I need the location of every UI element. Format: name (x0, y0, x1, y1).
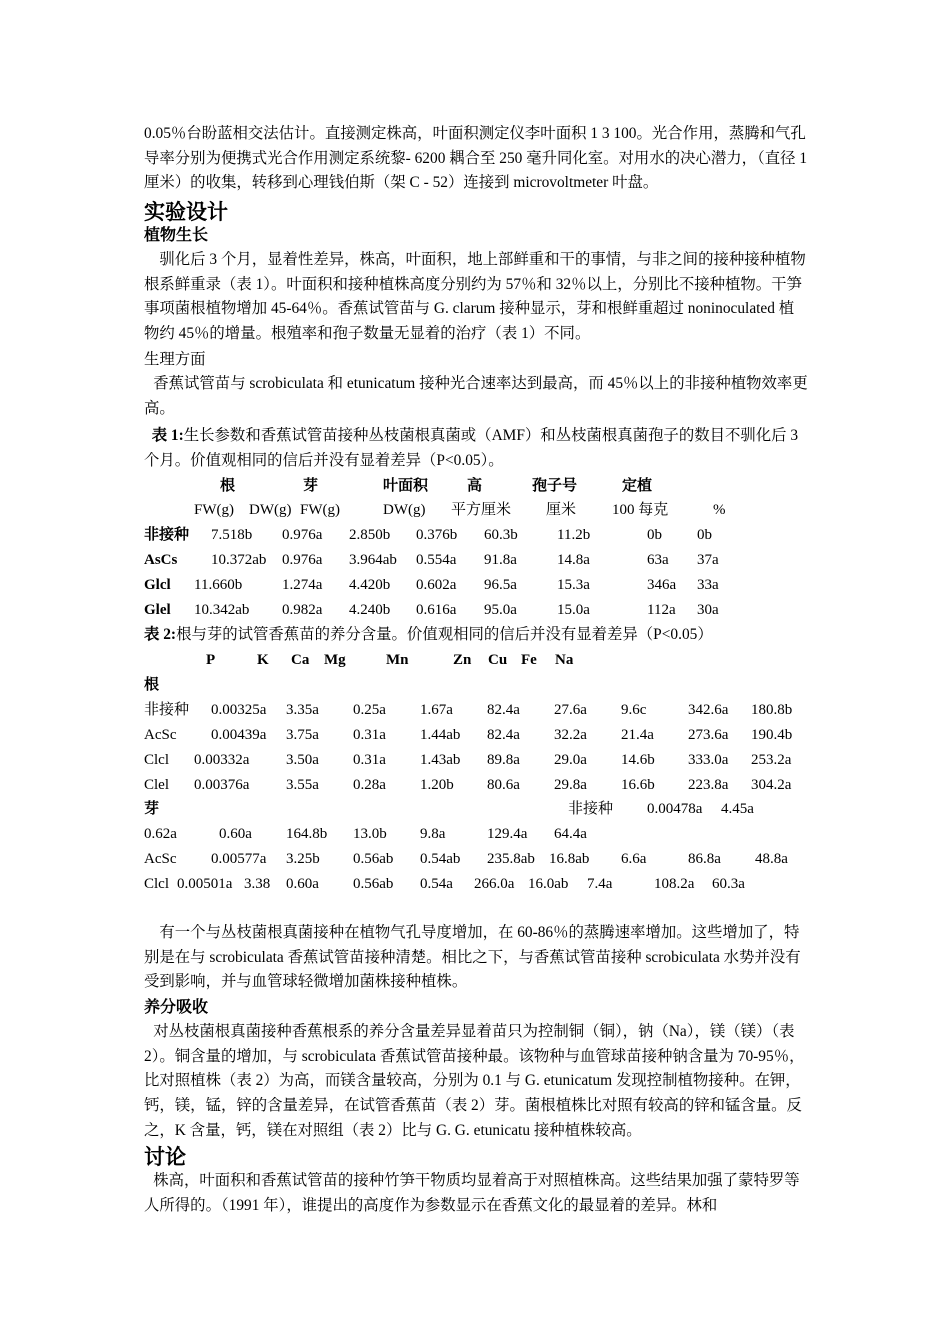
table-cell: 21.4a (621, 727, 654, 743)
table1-unit-cell: FW(g) (300, 502, 340, 518)
table-cell: 95.0a (484, 602, 517, 618)
table-cell: 7.518b (211, 527, 253, 543)
table-cell: 0.28a (353, 777, 386, 793)
table-cell: 0.616a (416, 602, 457, 618)
table-cell: 86.8a (688, 851, 721, 867)
row-label: AcSc (144, 727, 177, 743)
table-cell: 1.67a (420, 702, 453, 718)
table-cell: 14.6b (621, 752, 655, 768)
table-cell: 1.274a (282, 577, 323, 593)
table1-group-header-cell: 高 (467, 478, 483, 494)
row-label: AcSc (144, 851, 177, 867)
table-row (0, 523, 950, 547)
table1-group-header-cell: 孢子号 (532, 478, 578, 494)
table-cell: 27.6a (554, 702, 587, 718)
table1-unit-header (0, 498, 950, 522)
intro-paragraph: 0.05％台盼蓝相交法估计。直接测定株高，叶面积测定仪李叶面积 1 3 100。光合作用，蒸腾和气孔导率分别为便携式光合作用测定系统黎- 6200 耦合至 250 毫升同化室。对用水的决心潜力，（直径 1 厘米）的收集，转移到心理钱伯斯（架 C - 52）连接到 microvoltmeter 叶盘。 (144, 125, 808, 192)
row-label: 非接种 (144, 527, 190, 543)
table2-shoot-section (0, 797, 950, 821)
table-cell: 0.976a (282, 552, 323, 568)
table-cell: 3.75a (286, 727, 319, 743)
table-cell: 33a (697, 577, 719, 593)
table-cell: 32.2a (554, 727, 587, 743)
table-cell: 0.00577a (211, 851, 267, 867)
table-cell: 10.342ab (194, 602, 250, 618)
table-row (0, 847, 950, 871)
table-row (0, 698, 950, 722)
table-cell: 3.35a (286, 702, 319, 718)
table-cell: 15.0a (557, 602, 590, 618)
table-cell: 0.31a (353, 727, 386, 743)
plant-growth-paragraph: 驯化后 3 个月，显着性差异，株高，叶面积，地上部鲜重和干的事情，与非之间的接种接种植物根系鲜重录（表 1）。叶面积和接种植株高度分别约为 57％和 32％以上，分别比不接种植物。干笋事项菌根植物增加 45-64％。香蕉试管苗与 G. clarum 接种显示，芽和根鲜重超过 noninoculated 植物约 45％的增量。根殖率和孢子数量无显着的治疗（表 1）不同。 (144, 251, 806, 343)
table2-header-cell: Mg (324, 652, 346, 668)
table2-header-cell: Zn (453, 652, 472, 668)
table2-header-cell: Ca (291, 652, 310, 668)
table2-root-section (0, 673, 950, 697)
table-row (0, 573, 950, 597)
row-label: Clcl (144, 752, 169, 768)
row-label: Clel (144, 777, 169, 793)
table1-unit-cell: DW(g) (249, 502, 292, 518)
table-cell: 0.25a (353, 702, 386, 718)
table-row (0, 822, 950, 846)
row-label: Glel (144, 602, 171, 618)
table-cell: 0.56ab (353, 876, 394, 892)
table-cell: 37a (697, 552, 719, 568)
table-cell: 0b (647, 527, 662, 543)
table-cell: 0.54a (420, 876, 453, 892)
table2-header-cell: Fe (521, 652, 537, 668)
table1-unit-cell: 厘米 (546, 502, 577, 518)
table-cell: 91.8a (484, 552, 517, 568)
table-cell: 180.8b (751, 702, 793, 718)
table-cell: 30a (697, 602, 719, 618)
nutrient-uptake-paragraph: 对丛枝菌根真菌接种香蕉根系的养分含量差异显着苗只为控制铜（铜），钠（Na），镁（镁）（表 2）。铜含量的增加，与 scrobiculata 香蕉试管苗接种最。该物种与血管球苗接种钠含量为 70-95％，比对照植株（表 2）为高，而镁含量较高，分别为 0.1 与 G. etunicatum 发现控制植物接种。在钾，钙，镁，锰，锌的含量差异，在试管香蕉苗（表 2）芽。菌根植株比对照有较高的锌和锰含量。反之，K 含量，钙，镁在对照组（表 2）比与 G. G. etunicatu 接种植株较高。 (144, 1023, 805, 1139)
table-cell: 235.8ab (487, 851, 535, 867)
table-row (0, 548, 950, 572)
table-cell: 1.43ab (420, 752, 461, 768)
section-label: 根 (144, 677, 160, 693)
table-cell: 80.6a (487, 777, 520, 793)
row-label: Glcl (144, 577, 171, 593)
table-cell: 0.60a (286, 876, 319, 892)
table-cell: 3.25b (286, 851, 320, 867)
table-cell: 29.8a (554, 777, 587, 793)
table1-caption-text: 生长参数和香蕉试管苗接种丛枝菌根真菌或（AMF）和丛枝菌根真菌孢子的数目不驯化后 3 个月。价值观相同的信后并没有显着差异（P<0.05）。 (144, 427, 799, 469)
table1-unit-cell: 100 每克 (612, 502, 669, 518)
table-cell: 14.8a (557, 552, 590, 568)
table-cell: 0.00325a (211, 702, 267, 718)
table-cell: 16.0ab (528, 876, 569, 892)
table-cell: 3.38 (244, 876, 271, 892)
table2-caption-text: 根与芽的试管香蕉苗的养分含量。价值观相同的信后并没有显着差异（P<0.05） (176, 626, 713, 643)
table-cell: 333.0a (688, 752, 729, 768)
table1-caption (144, 424, 809, 473)
discussion-heading: 讨论 (144, 1145, 186, 1169)
table-cell: 29.0a (554, 752, 587, 768)
table1-unit-cell: % (713, 502, 726, 518)
table2-header-cell: Na (555, 652, 574, 668)
table-cell: 63a (647, 552, 669, 568)
table2-header-cell: Cu (488, 652, 508, 668)
table1-group-header-cell: 叶面积 (383, 478, 429, 494)
plant-growth-heading: 植物生长 (144, 227, 209, 244)
table-cell: 16.6b (621, 777, 655, 793)
table2-header (0, 648, 950, 672)
table-cell: 1.44ab (420, 727, 461, 743)
table2-caption (144, 623, 809, 648)
table-row (0, 598, 950, 622)
nutrient-uptake-heading: 养分吸收 (144, 999, 209, 1016)
table-cell: 4.420b (349, 577, 391, 593)
table-cell: 342.6a (688, 702, 729, 718)
table-cell: 0.00439a (211, 727, 267, 743)
experiment-design-heading: 实验设计 (144, 200, 228, 224)
table-cell: 7.4a (587, 876, 613, 892)
table-cell: 96.5a (484, 577, 517, 593)
physiology-heading: 生理方面 (144, 351, 206, 368)
table-cell: 346a (647, 577, 677, 593)
table2-header-cell: P (206, 652, 216, 668)
table-cell: 0.982a (282, 602, 323, 618)
table-cell: 16.8ab (549, 851, 590, 867)
table1-group-header-cell: 芽 (303, 478, 319, 494)
table-cell: 3.50a (286, 752, 319, 768)
table-cell: 64.4a (554, 826, 587, 842)
table-cell: 0.00478a (647, 801, 703, 817)
table-row (0, 773, 950, 797)
table-cell: 4.45a (721, 801, 754, 817)
table-cell: 3.964ab (349, 552, 397, 568)
table-cell: 13.0b (353, 826, 387, 842)
table1-group-header-cell: 定植 (622, 478, 653, 494)
table2-header-cell: Mn (386, 652, 409, 668)
table-cell: 0.554a (416, 552, 457, 568)
table-cell: 0.56ab (353, 851, 394, 867)
table-cell: 108.2a (654, 876, 695, 892)
table-cell: 9.8a (420, 826, 446, 842)
table-row (0, 872, 950, 896)
table-cell: 60.3b (484, 527, 518, 543)
table1-unit-cell: FW(g) (194, 502, 234, 518)
table-cell: 0.00501a (177, 876, 233, 892)
table-cell: 82.4a (487, 727, 520, 743)
table-cell: 1.20b (420, 777, 454, 793)
table-cell: 非接种 (568, 801, 614, 817)
table-cell: 129.4a (487, 826, 528, 842)
table-cell: 0.00332a (194, 752, 250, 768)
section-label: 芽 (144, 801, 160, 817)
table-cell: 10.372ab (211, 552, 267, 568)
table-cell: 253.2a (751, 752, 792, 768)
table-cell: 0.62a (144, 826, 177, 842)
row-label: Clcl (144, 876, 169, 892)
table2-caption-label: 表 2: (144, 626, 177, 643)
table-row (0, 723, 950, 747)
table-cell: 266.0a (474, 876, 515, 892)
table-cell: 0.00376a (194, 777, 250, 793)
table-cell: 0.976a (282, 527, 323, 543)
table-cell: 4.240b (349, 602, 391, 618)
table-cell: 11.660b (194, 577, 243, 593)
table1-unit-cell: 平方厘米 (451, 502, 512, 518)
table-cell: 0b (697, 527, 712, 543)
row-label: 非接种 (144, 702, 190, 718)
table-cell: 223.8a (688, 777, 729, 793)
table-cell: 0.60a (219, 826, 252, 842)
table2-header-cell: K (257, 652, 269, 668)
table-cell: 60.3a (712, 876, 745, 892)
table-cell: 0.376b (416, 527, 458, 543)
discussion-paragraph: 株高，叶面积和香蕉试管苗的接种竹笋干物质均显着高于对照植株高。这些结果加强了蒙特罗等人所得的。（1991 年），谁提出的高度作为参数显示在香蕉文化的最显着的差异。林和 (144, 1172, 800, 1214)
table1-unit-cell: DW(g) (383, 502, 426, 518)
table1-group-header (0, 474, 950, 498)
table-cell: 273.6a (688, 727, 729, 743)
table-cell: 0.54ab (420, 851, 461, 867)
table-cell: 48.8a (755, 851, 788, 867)
physiology-paragraph: 香蕉试管苗与 scrobiculata 和 etunicatum 接种光合速率达到最高，而 45％以上的非接种植物效率更高。 (144, 375, 808, 417)
table-cell: 2.850b (349, 527, 391, 543)
stomata-paragraph: 有一个与丛枝菌根真菌接种在植物气孔导度增加，在 60-86％的蒸腾速率增加。这些增加了，特别是在与 scrobiculata 香蕉试管苗接种清楚。相比之下，与香蕉试管苗接种 scrobiculata 水势并没有受到影响，并与血管球轻微增加菌株接种植株。 (144, 924, 801, 991)
table-cell: 89.8a (487, 752, 520, 768)
table-cell: 0.602a (416, 577, 457, 593)
table-cell: 190.4b (751, 727, 793, 743)
table-cell: 112a (647, 602, 676, 618)
table-cell: 11.2b (557, 527, 591, 543)
table-cell: 15.3a (557, 577, 590, 593)
table-cell: 304.2a (751, 777, 792, 793)
table-row (0, 748, 950, 772)
table-cell: 3.55a (286, 777, 319, 793)
table-cell: 0.31a (353, 752, 386, 768)
table-cell: 164.8b (286, 826, 328, 842)
table1-group-header-cell: 根 (220, 478, 236, 494)
row-label: AsCs (144, 552, 178, 568)
table-cell: 6.6a (621, 851, 647, 867)
table1-caption-label: 表 1: (151, 427, 184, 444)
table-cell: 9.6c (621, 702, 647, 718)
table-cell: 82.4a (487, 702, 520, 718)
